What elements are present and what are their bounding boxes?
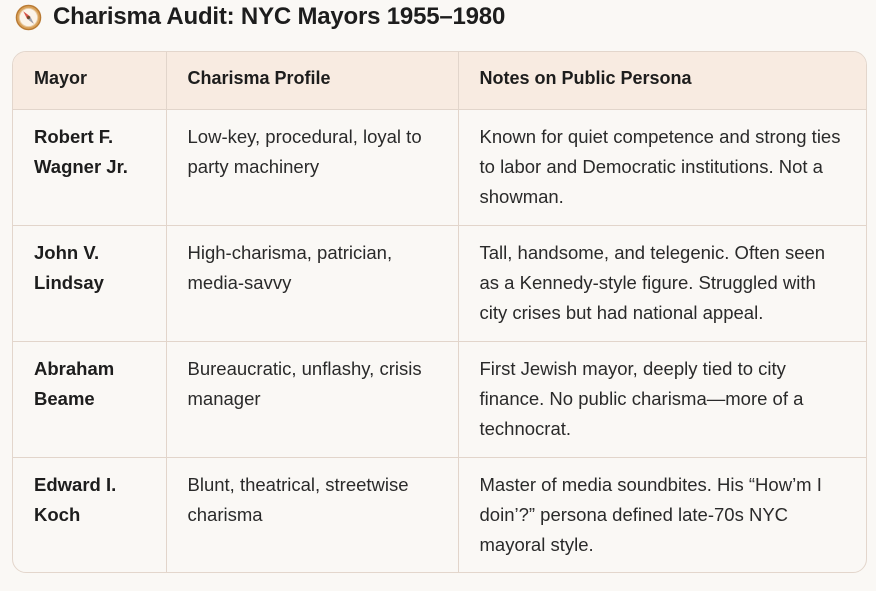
column-header-notes: Notes on Public Persona: [458, 52, 867, 109]
page-title: Charisma Audit: NYC Mayors 1955–1980: [53, 3, 506, 30]
column-header-mayor: Mayor: [13, 52, 166, 109]
table-row: [13, 341, 867, 457]
table-row: [13, 225, 867, 341]
table-row: [13, 457, 867, 573]
notes-cell: Tall, handsome, and telegenic. Often seen as a Kennedy-style figure. Struggled with city crises but had national appeal.: [458, 225, 867, 341]
mayor-cell: Edward I. Koch: [13, 457, 166, 573]
charisma-profile-cell: High-charisma, patrician, media-savvy: [166, 225, 458, 341]
charisma-profile-cell: Low-key, procedural, loyal to party machinery: [166, 109, 458, 225]
title-row: [15, 0, 505, 34]
mayor-cell: Abraham Beame: [13, 341, 166, 457]
mayors-table: [12, 51, 867, 573]
charisma-profile-cell: Bureaucratic, unflashy, crisis manager: [166, 341, 458, 457]
compass-icon: [15, 4, 42, 31]
column-header-charisma-profile: Charisma Profile: [166, 52, 458, 109]
table-row: [13, 109, 867, 225]
notes-cell: Known for quiet competence and strong ties to labor and Democratic institutions. Not a showman.: [458, 109, 867, 225]
mayor-cell: Robert F. Wagner Jr.: [13, 109, 166, 225]
charisma-profile-cell: Blunt, theatrical, streetwise charisma: [166, 457, 458, 573]
notes-cell: First Jewish mayor, deeply tied to city finance. No public charisma—more of a technocrat.: [458, 341, 867, 457]
notes-cell: Master of media soundbites. His “How’m I doin’?” persona defined late-70s NYC mayoral style.: [479, 473, 822, 555]
table-header-row: [13, 52, 867, 109]
mayor-cell: John V. Lindsay: [13, 225, 166, 341]
